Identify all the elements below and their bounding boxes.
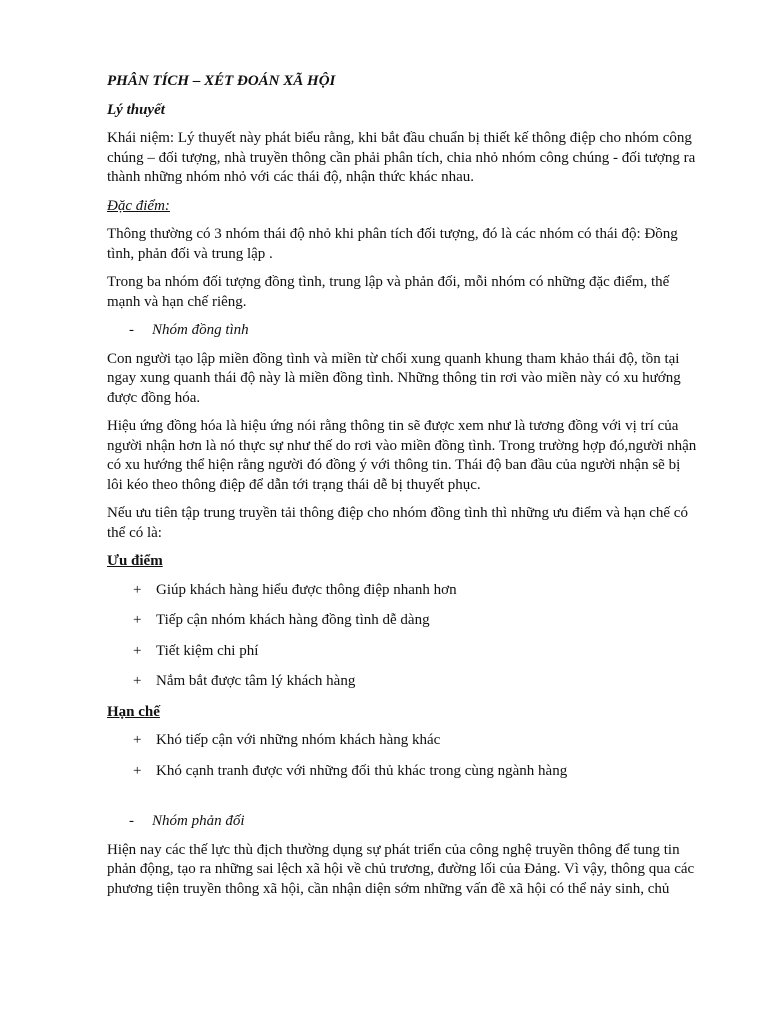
plus-marker: + (133, 673, 142, 689)
oppose-paragraph-1: Hiện nay các thế lực thù địch thường dụng sự phát triển của công nghệ truyền thông để tung tin phản động, tạo ra những sai lệch xã hội về chủ trương, đường lối của Đảng. Vì vậy, thông qua các phương tiện truyền thông xã hội, cần nhận diện sớm những vấn đề xã hội có thể nảy sinh, chủ (107, 841, 695, 897)
plus-marker: + (133, 642, 142, 659)
list-item-text: Giúp khách hàng hiểu được thông điệp nhanh hơn (156, 581, 457, 598)
list-item (107, 642, 697, 662)
group-agree-label: Nhóm đồng tình (152, 322, 249, 338)
group-agree-item (107, 321, 697, 341)
plus-marker: + (133, 581, 142, 598)
list-item (107, 762, 697, 782)
list-item-text: Nắm bắt được tâm lý khách hàng (156, 673, 356, 689)
limitations-list (107, 731, 697, 781)
document-subtitle: Lý thuyết (107, 101, 165, 118)
plus-marker: + (133, 762, 142, 779)
dash-marker: - (129, 813, 134, 829)
list-item-text: Khó tiếp cận với những nhóm khách hàng khác (156, 732, 441, 748)
features-paragraph-1: Thông thường có 3 nhóm thái độ nhỏ khi phân tích đối tượng, đó là các nhóm có thái độ: Đồng tình, phản đối và trung lập . (107, 226, 678, 262)
plus-marker: + (133, 732, 142, 748)
agree-paragraph-3: Nếu ưu tiên tập trung truyền tải thông điệp cho nhóm đồng tình thì những ưu điểm và hạn chế có thể có là: (107, 505, 688, 541)
dash-marker: - (129, 322, 134, 338)
list-item (107, 672, 697, 692)
advantages-heading: Ưu điểm (107, 553, 163, 569)
list-item-text: Khó cạnh tranh được với những đối thủ khác trong cùng ngành hàng (156, 762, 568, 779)
list-item (107, 731, 697, 751)
concept-paragraph: Khái niệm: Lý thuyết này phát biểu rằng, khi bắt đầu chuẩn bị thiết kế thông điệp cho nhóm công chúng – đối tượng, nhà truyền thông cần phải phân tích, chia nhỏ nhóm công chúng - đối tượng ra thành những nhóm nhỏ với các thái độ, nhận thức khác nhau. (107, 130, 696, 185)
list-item-text: Tiết kiệm chi phí (156, 642, 259, 659)
agree-paragraph-2: Hiệu ứng đồng hóa là hiệu ứng nói rằng thông tin sẽ được xem như là tương đồng với vị trí của người nhận hơn là nó thực sự như thế do rơi vào miền đồng tình. Trong trường hợp đó,người nhận có xu hướng thể hiện rằng người đó đồng ý với thông tin. Thái độ ban đầu của người nhận sẽ bị lôi kéo theo thông điệp để dẫn tới trạng thái dễ bị thuyết phục. (107, 418, 697, 493)
features-paragraph-2: Trong ba nhóm đối tượng đồng tình, trung lập và phản đối, mỗi nhóm có những đặc điểm, thế mạnh và hạn chế riêng. (107, 274, 670, 310)
document-title: PHÂN TÍCH – XÉT ĐOÁN XÃ HỘI (107, 73, 336, 89)
list-item (107, 581, 697, 601)
list-item-text: Tiếp cận nhóm khách hàng đồng tình dễ dàng (156, 612, 430, 628)
agree-paragraph-1: Con người tạo lập miền đồng tình và miền từ chối xung quanh khung tham khảo thái độ, tồn tại ngay xung quanh thái độ này là miền đồng tình. Những thông tin rơi vào miền này có xu hướng được đồng hóa. (107, 350, 681, 406)
group-oppose-label: Nhóm phản đối (152, 813, 245, 829)
document-page (107, 72, 697, 908)
advantages-list (107, 581, 697, 692)
plus-marker: + (133, 612, 142, 628)
features-heading: Đặc điểm: (107, 197, 170, 214)
limitations-heading: Hạn chế (107, 703, 160, 720)
blank-line (107, 792, 697, 812)
group-oppose-item (107, 812, 697, 832)
list-item (107, 611, 697, 631)
